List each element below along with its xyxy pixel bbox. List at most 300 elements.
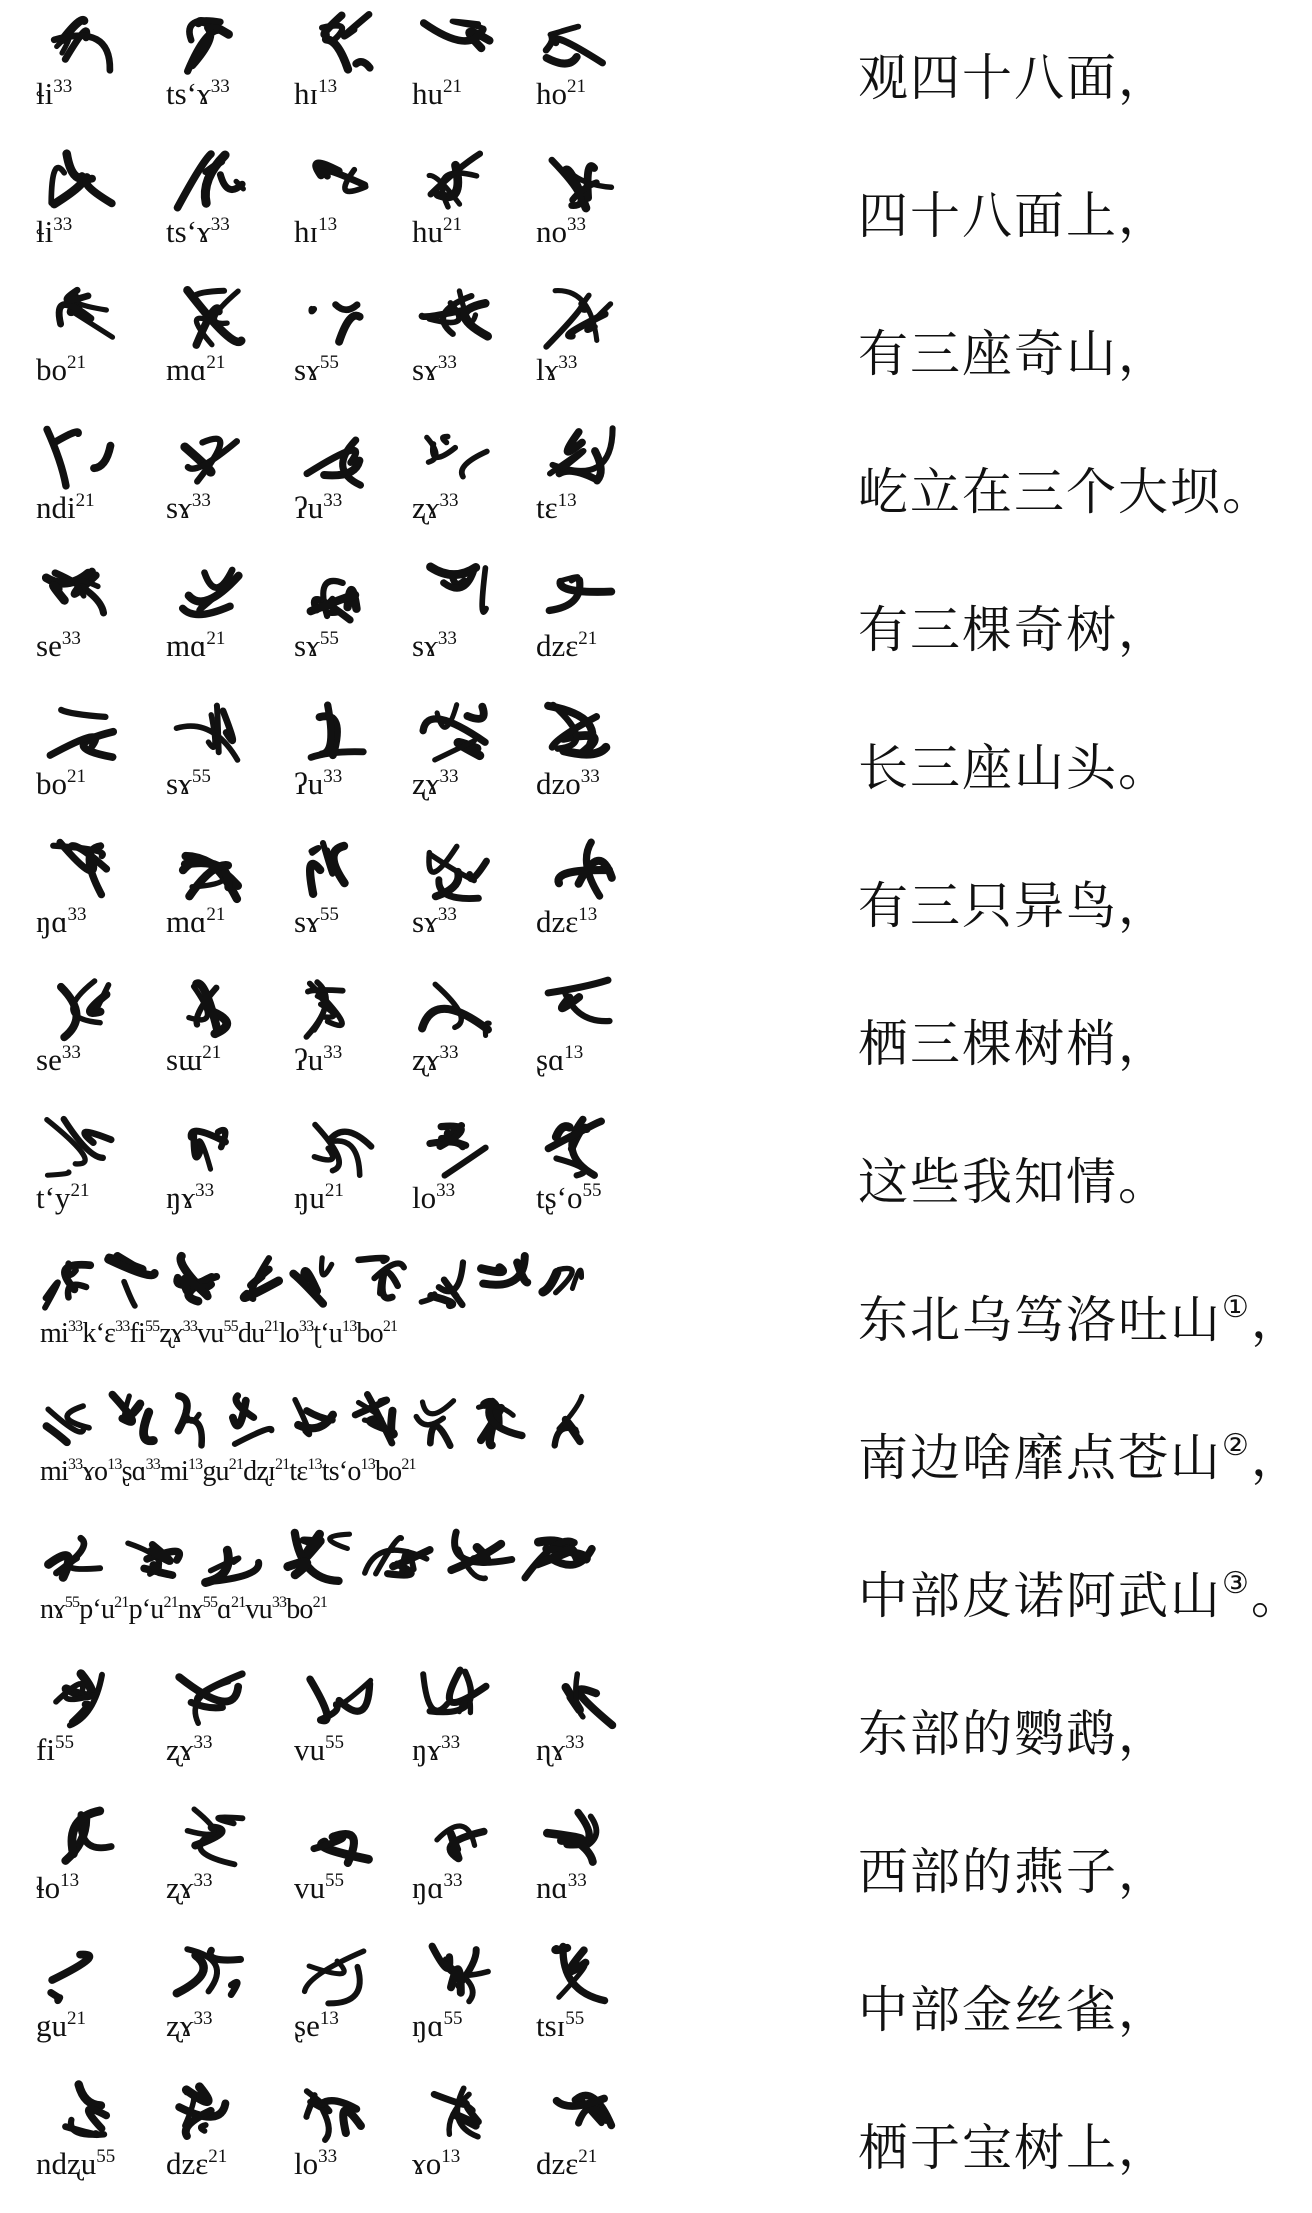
yi-glyph: [102, 1388, 160, 1452]
tone-number: 33: [558, 352, 578, 373]
translation-text: 东部的鹦鹉，: [858, 1705, 1170, 1763]
ipa-syllable-text: dzɛ: [536, 628, 579, 663]
footnote-marker: ②: [1222, 1428, 1251, 1463]
yi-glyph: [42, 698, 118, 768]
ipa-syllable: [166, 352, 225, 388]
ipa-line: [40, 1594, 327, 1626]
tone-number: 33: [210, 214, 230, 235]
translation-text: 栖于宝树上，: [858, 2119, 1170, 2177]
translation-text: 有三只异鸟，: [858, 877, 1170, 935]
ipa-syllable: [294, 628, 339, 664]
chinese-translation: [858, 1832, 1170, 1904]
tone-number: 55: [319, 904, 339, 925]
verse-row: [0, 138, 1312, 276]
yi-script-block: [36, 1794, 640, 1932]
ipa-syllable: [536, 2146, 597, 2182]
ipa-syllable-text: sɤ: [294, 352, 320, 387]
chinese-translation: [858, 452, 1274, 524]
tone-number: 13: [318, 76, 338, 97]
yi-glyph: [418, 560, 494, 630]
chinese-translation: [858, 1004, 1170, 1076]
ipa-syllable-text: sɤ: [412, 352, 438, 387]
tone-number: 33: [323, 766, 343, 787]
tone-number: 55: [223, 1318, 238, 1335]
ipa-syllable-text: ts‘ɤ: [166, 76, 211, 111]
tone-number: 55: [96, 2146, 116, 2167]
yi-glyph: [418, 974, 494, 1044]
ipa-syllable-text: ɬo: [36, 1870, 61, 1905]
tone-number: 33: [191, 490, 211, 511]
yi-script-block: [36, 1932, 640, 2070]
ipa-syllable-text: bo: [374, 1456, 402, 1487]
yi-glyph: [300, 2078, 376, 2148]
verse-row: [0, 690, 1312, 828]
tone-number: 33: [436, 1180, 456, 1201]
ipa-syllable: [36, 490, 95, 526]
ipa-syllable-text: hɪ: [294, 76, 319, 111]
tone-number: 21: [312, 1594, 328, 1611]
ipa-syllable-text: sɤ: [166, 490, 192, 525]
yi-glyph: [172, 146, 248, 216]
tone-number: 33: [67, 1318, 83, 1335]
ipa-syllable: [36, 1732, 74, 1768]
ipa-syllable-text: ndʐu: [36, 2146, 97, 2181]
ipa-syllable-text: sɯ: [166, 1042, 203, 1077]
yi-glyph: [440, 1526, 516, 1590]
ipa-row: [36, 1732, 640, 1772]
yi-glyph: [172, 1112, 248, 1182]
ipa-row: [36, 2008, 640, 2048]
yi-glyph: [412, 1388, 470, 1452]
ipa-syllable-text: sɤ: [294, 628, 320, 663]
yi-glyph: [542, 698, 618, 768]
ipa-syllable-text: ʈ‘u: [313, 1318, 342, 1349]
yi-glyph: [164, 1388, 222, 1452]
ipa-syllable-text: sɤ: [412, 904, 438, 939]
yi-glyph: [40, 1250, 98, 1314]
yi-glyph: [42, 560, 118, 630]
ipa-syllable: [536, 1180, 602, 1216]
yi-glyph: [172, 974, 248, 1044]
tone-number: 55: [582, 1180, 602, 1201]
ipa-syllable-text: no: [536, 214, 567, 249]
yi-glyph: [300, 836, 376, 906]
ipa-syllable: [166, 76, 230, 112]
tone-number: 21: [206, 628, 226, 649]
tone-number: 33: [439, 1042, 459, 1063]
tone-number: 55: [319, 352, 339, 373]
tone-number: 33: [565, 1732, 585, 1753]
translation-text: 中部皮诺阿武山: [858, 1567, 1222, 1625]
tone-number: 33: [437, 352, 457, 373]
ipa-syllable: [36, 352, 86, 388]
yi-glyph: [418, 1802, 494, 1872]
yi-glyph: [542, 836, 618, 906]
tone-number: 21: [578, 2146, 598, 2167]
ipa-syllable: [536, 2008, 584, 2044]
tone-number: 21: [67, 352, 86, 373]
ipa-row: [40, 1456, 640, 1496]
ipa-syllable-text: mi: [40, 1318, 68, 1349]
tone-number: 55: [202, 1594, 218, 1611]
ipa-syllable: [36, 2008, 86, 2044]
ipa-syllable-text: tɛ: [536, 490, 558, 525]
ipa-syllable-text: ʐɤ: [166, 2008, 194, 2043]
ipa-syllable-text: mɑ: [166, 628, 207, 663]
ipa-syllable: [294, 2008, 339, 2044]
verse-row: [0, 1656, 1312, 1794]
tone-number: 33: [439, 766, 459, 787]
ipa-syllable-text: mɑ: [166, 904, 207, 939]
tone-number: 13: [441, 2146, 461, 2167]
ipa-syllable-text: mɑ: [166, 352, 207, 387]
yi-glyph: [350, 1388, 408, 1452]
ipa-syllable: [166, 2146, 227, 2182]
ipa-syllable: [536, 766, 600, 802]
ipa-syllable-text: dzɛ: [166, 2146, 209, 2181]
ipa-syllable-text: ʂe: [294, 2008, 320, 2043]
ipa-syllable: [536, 214, 586, 250]
tone-number: 21: [324, 1180, 344, 1201]
ipa-line: [40, 1456, 416, 1488]
yi-glyph: [42, 974, 118, 1044]
ipa-syllable: [166, 1732, 213, 1768]
yi-glyph: [40, 1388, 98, 1452]
verse-row: [0, 966, 1312, 1104]
ipa-syllable: [536, 76, 586, 112]
ipa-syllable-text: hɪ: [294, 214, 319, 249]
ipa-syllable-text: sɤ: [412, 628, 438, 663]
ipa-row: [36, 214, 640, 254]
tone-number: 33: [67, 1456, 83, 1473]
verse-row: [0, 1932, 1312, 2070]
ipa-syllable-text: ts‘o: [321, 1456, 361, 1487]
tone-number: 55: [64, 1594, 80, 1611]
tone-number: 55: [443, 2008, 463, 2029]
yi-glyph: [120, 1526, 196, 1590]
ipa-syllable: [536, 1870, 587, 1906]
yi-glyph: [520, 1526, 596, 1590]
tone-number: 13: [360, 1456, 375, 1473]
tone-number: 21: [75, 490, 95, 511]
ipa-syllable-text: nɤ: [40, 1594, 65, 1625]
ipa-syllable-text: dzɛ: [536, 2146, 579, 2181]
yi-glyph: [42, 1802, 118, 1872]
ipa-syllable-text: ɤo: [412, 2146, 442, 2181]
yi-glyph: [42, 836, 118, 906]
ipa-syllable: [412, 766, 459, 802]
yi-glyph: [42, 146, 118, 216]
translation-text: 南边啥靡点苍山: [858, 1429, 1222, 1487]
tone-number: 13: [578, 904, 598, 925]
tone-number: 33: [193, 2008, 213, 2029]
ipa-syllable-text: vu: [245, 1594, 272, 1625]
verse-row: [0, 1242, 1312, 1380]
tone-number: 21: [208, 2146, 228, 2167]
yi-glyph: [42, 8, 118, 78]
tone-number: 55: [325, 1732, 344, 1753]
translation-text: 这些我知情。: [858, 1153, 1170, 1211]
yi-glyph: [172, 698, 248, 768]
tone-number: 33: [567, 1870, 587, 1891]
tone-number: 13: [187, 1456, 203, 1473]
ipa-syllable-text: ŋɑ: [36, 904, 68, 939]
chinese-translation: [858, 1556, 1303, 1628]
ipa-syllable: [536, 490, 577, 526]
yi-glyph: [536, 1388, 594, 1452]
chinese-translation: [858, 176, 1170, 248]
ipa-syllable: [36, 1042, 81, 1078]
translation-text: 栖三棵树梢，: [858, 1015, 1170, 1073]
translation-text: 长三座山头。: [858, 739, 1170, 797]
yi-glyph: [542, 560, 618, 630]
translation-text: 有三座奇山，: [858, 325, 1170, 383]
yi-glyph: [300, 8, 376, 78]
ipa-syllable: [166, 214, 230, 250]
ipa-syllable-text: tsɪ: [536, 2008, 566, 2043]
ipa-syllable-text: ʔu: [294, 1042, 324, 1077]
yi-glyph: [412, 1250, 470, 1314]
yi-script-block: [40, 1380, 640, 1518]
tone-number: 21: [443, 76, 462, 97]
ipa-syllable-text: p‘u: [128, 1594, 164, 1625]
translation-end-punct: ，: [1250, 1291, 1303, 1349]
yi-glyph: [172, 1802, 248, 1872]
yi-glyph: [418, 1664, 494, 1734]
tone-number: 21: [206, 904, 226, 925]
ipa-syllable: [412, 628, 457, 664]
ipa-syllable: [412, 2008, 463, 2044]
tone-number: 21: [443, 214, 462, 235]
tone-number: 33: [441, 1732, 461, 1753]
ipa-syllable: [412, 490, 459, 526]
tone-number: 55: [191, 766, 211, 787]
tone-number: 33: [61, 1042, 81, 1063]
ipa-syllable-text: ts‘ɤ: [166, 214, 211, 249]
yi-glyph: [542, 284, 618, 354]
ipa-syllable-text: ɑ: [217, 1594, 231, 1625]
ipa-syllable-text: ŋɑ: [412, 2008, 444, 2043]
yi-glyph: [200, 1526, 276, 1590]
ipa-syllable: [166, 1042, 221, 1078]
yi-glyph: [542, 422, 618, 492]
yi-glyph: [288, 1250, 346, 1314]
tone-number: 33: [115, 1318, 130, 1335]
tone-number: 33: [567, 214, 586, 235]
yi-glyph: [172, 8, 248, 78]
yi-script-block: [36, 1656, 640, 1794]
yi-script-block: [36, 138, 640, 276]
yi-glyph: [172, 2078, 248, 2148]
ipa-syllable-text: bo: [36, 352, 67, 387]
ipa-syllable-text: vu: [294, 1870, 325, 1905]
verse-row: [0, 1104, 1312, 1242]
tone-number: 33: [437, 904, 457, 925]
ipa-syllable-text: lo: [294, 2146, 319, 2181]
translation-end-punct: ，: [1250, 1429, 1303, 1487]
yi-glyph: [172, 284, 248, 354]
ipa-row: [36, 766, 640, 806]
tone-number: 21: [382, 1318, 398, 1335]
verse-row: [0, 414, 1312, 552]
yi-glyph: [542, 1802, 618, 1872]
yi-glyph: [226, 1388, 284, 1452]
tone-number: 21: [401, 1456, 416, 1473]
yi-glyph: [42, 284, 118, 354]
tone-number: 13: [307, 1456, 322, 1473]
ipa-row: [36, 904, 640, 944]
tone-number: 13: [60, 1870, 80, 1891]
ipa-syllable-text: vu: [294, 1732, 325, 1767]
ipa-syllable-text: ʐɤ: [412, 490, 440, 525]
ipa-syllable-text: du: [237, 1318, 265, 1349]
ipa-row: [36, 1180, 640, 1220]
tone-number: 33: [182, 1318, 198, 1335]
tone-number: 21: [231, 1594, 246, 1611]
yi-script-block: [36, 2070, 640, 2208]
yi-glyph: [300, 1940, 376, 2010]
yi-script-block: [40, 1518, 640, 1656]
yi-script-block: [40, 1242, 640, 1380]
yi-script-block: [36, 1104, 640, 1242]
ipa-syllable-text: p‘u: [79, 1594, 115, 1625]
ipa-syllable: [412, 904, 457, 940]
tone-number: 21: [206, 352, 226, 373]
tone-number: 21: [578, 628, 598, 649]
yi-glyph: [42, 422, 118, 492]
verse-row: [0, 552, 1312, 690]
tone-number: 55: [144, 1318, 160, 1335]
ipa-syllable-text: nɑ: [536, 1870, 568, 1905]
yi-glyph: [418, 284, 494, 354]
chinese-translation: [858, 590, 1170, 662]
ipa-syllable-text: gu: [202, 1456, 229, 1487]
translation-end-punct: 。: [1250, 1567, 1303, 1625]
ipa-syllable-text: tʂ‘o: [536, 1180, 583, 1215]
yi-script-block: [36, 414, 640, 552]
ipa-syllable: [294, 352, 339, 388]
ipa-syllable: [166, 766, 211, 802]
ipa-row: [36, 76, 640, 116]
chinese-translation: [858, 1694, 1170, 1766]
translation-text: 东北乌笃洛吐山: [858, 1291, 1222, 1349]
tone-number: 13: [318, 214, 338, 235]
tone-number: 21: [264, 1318, 279, 1335]
ipa-row: [36, 352, 640, 392]
tone-number: 33: [67, 904, 87, 925]
ipa-syllable-text: ŋɑ: [412, 1870, 444, 1905]
yi-glyph: [418, 146, 494, 216]
ipa-syllable-text: ndi: [36, 490, 76, 525]
ipa-syllable-text: ŋɤ: [412, 1732, 442, 1767]
ipa-syllable: [36, 214, 72, 250]
yi-glyph: [418, 1940, 494, 2010]
yi-glyph: [300, 422, 376, 492]
ipa-syllable: [166, 1180, 214, 1216]
ipa-syllable-text: fi: [36, 1732, 55, 1767]
chinese-translation: [858, 38, 1170, 110]
yi-glyph: [542, 2078, 618, 2148]
ipa-syllable: [412, 214, 462, 250]
ipa-syllable-text: se: [36, 1042, 62, 1077]
ipa-syllable-text: ɳɤ: [536, 1732, 566, 1767]
ipa-syllable-text: ʂɑ: [121, 1456, 146, 1487]
translation-text: 四十八面上，: [858, 187, 1170, 245]
yi-glyph: [542, 1940, 618, 2010]
yi-glyph: [288, 1388, 346, 1452]
tone-number: 33: [318, 2146, 338, 2167]
ipa-syllable-text: ʐɤ: [166, 1870, 194, 1905]
yi-glyph: [360, 1526, 436, 1590]
yi-script-block: [36, 0, 640, 138]
yi-glyph: [474, 1388, 532, 1452]
yi-glyph: [172, 1940, 248, 2010]
ipa-syllable-text: ho: [536, 76, 567, 111]
yi-glyph: [300, 1112, 376, 1182]
verse-row: [0, 276, 1312, 414]
tone-number: 33: [437, 628, 457, 649]
ipa-syllable: [536, 904, 597, 940]
ipa-syllable-text: mi: [40, 1456, 68, 1487]
ipa-syllable-text: sɤ: [294, 904, 320, 939]
ipa-syllable-text: hu: [412, 214, 443, 249]
ipa-row: [36, 1870, 640, 1910]
yi-script-block: [36, 552, 640, 690]
ipa-syllable-text: ɤo: [82, 1456, 108, 1487]
ipa-syllable: [36, 76, 72, 112]
chinese-translation: [858, 2108, 1170, 2180]
tone-number: 21: [228, 1456, 244, 1473]
translation-text: 观四十八面，: [858, 49, 1170, 107]
ipa-syllable: [412, 1180, 455, 1216]
tone-number: 33: [193, 1870, 213, 1891]
ipa-syllable: [294, 1732, 344, 1768]
yi-script-block: [36, 690, 640, 828]
ipa-syllable: [412, 1870, 463, 1906]
tone-number: 33: [53, 76, 73, 97]
yi-glyph: [474, 1250, 532, 1314]
yi-glyph: [542, 146, 618, 216]
tone-number: 21: [274, 1456, 290, 1473]
yi-glyph: [418, 836, 494, 906]
ipa-syllable-text: ʐɤ: [159, 1318, 183, 1349]
yi-glyph: [542, 1112, 618, 1182]
chinese-translation: [858, 314, 1170, 386]
tone-number: 33: [195, 1180, 215, 1201]
yi-glyph: [418, 1112, 494, 1182]
chinese-translation: [858, 728, 1170, 800]
ipa-syllable: [536, 628, 597, 664]
yi-glyph: [164, 1250, 222, 1314]
tone-number: 33: [439, 490, 459, 511]
ipa-syllable: [166, 1870, 213, 1906]
ipa-syllable-text: lɤ: [536, 352, 559, 387]
tone-number: 55: [319, 628, 339, 649]
chinese-translation: [858, 1280, 1303, 1352]
ipa-syllable-text: se: [36, 628, 62, 663]
tone-number: 21: [567, 76, 586, 97]
yi-glyph: [40, 1526, 116, 1590]
chinese-translation: [858, 1970, 1170, 2042]
tone-number: 33: [323, 1042, 343, 1063]
ipa-syllable-text: ʐɤ: [412, 766, 440, 801]
translation-text: 有三棵奇树，: [858, 601, 1170, 659]
yi-glyph: [42, 2078, 118, 2148]
yi-glyph: [536, 1250, 594, 1314]
ipa-syllable: [536, 1042, 583, 1078]
yi-glyph: [226, 1250, 284, 1314]
ipa-syllable-text: tɛ: [289, 1456, 308, 1487]
